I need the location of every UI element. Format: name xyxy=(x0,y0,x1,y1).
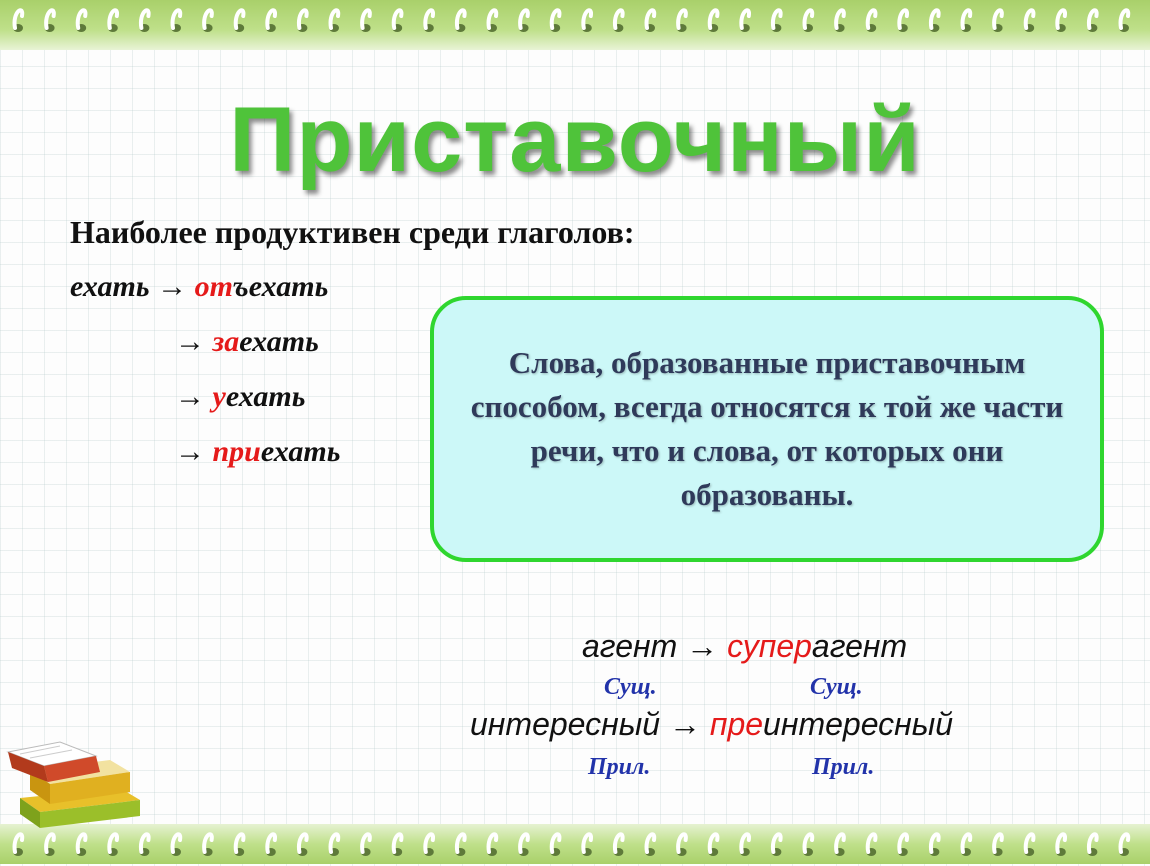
pos-label-noun-to: Сущ. xyxy=(810,674,863,700)
rule-callout-box xyxy=(430,296,1104,562)
slide-title: Приставочный xyxy=(229,89,921,191)
pair-base-word: интересный xyxy=(470,706,661,742)
pair-rest: интересный xyxy=(763,706,954,742)
pair-prefix: пре xyxy=(709,706,764,742)
spiral-rings-top xyxy=(0,2,1150,42)
arrow: → xyxy=(175,435,205,468)
verb-example-1 xyxy=(70,270,328,304)
pair-base-word: агент xyxy=(582,628,678,664)
arrow: → xyxy=(175,325,205,358)
book-stack-icon xyxy=(0,700,150,830)
verb-prefix: от xyxy=(194,270,233,303)
spiral-rings-bottom xyxy=(0,826,1150,866)
verb-example-3 xyxy=(175,380,305,414)
rule-text: Слова, образованные приставочным способом, всегда относятся к той же части речи, что и слова, от которых они образованы. xyxy=(470,345,1064,512)
arrow: → xyxy=(686,628,719,664)
noun-pair xyxy=(582,628,907,665)
pair-prefix: супер xyxy=(727,628,812,664)
pos-label-adj-to: Прил. xyxy=(812,754,875,780)
arrow: → xyxy=(668,706,701,742)
pos-label-noun-from: Сущ. xyxy=(604,674,657,700)
verb-rest: ехать xyxy=(225,380,306,413)
pair-rest: агент xyxy=(811,628,908,664)
verb-rest: ехать xyxy=(260,435,341,468)
verb-example-2 xyxy=(175,325,319,359)
adjective-pair xyxy=(470,706,953,743)
verb-rest: ъехать xyxy=(232,270,329,303)
pos-label-adj-from: Прил. xyxy=(588,754,651,780)
verb-base: ехать xyxy=(70,270,150,303)
verb-prefix: при xyxy=(212,435,261,468)
verb-prefix: у xyxy=(212,380,226,413)
arrow: → xyxy=(175,380,205,413)
verb-example-4 xyxy=(175,435,340,469)
verb-rest: ехать xyxy=(239,325,319,358)
verb-prefix: за xyxy=(212,325,240,358)
arrow: → xyxy=(157,270,188,303)
intro-text: Наиболее продуктивен среди глаголов: xyxy=(70,214,635,250)
